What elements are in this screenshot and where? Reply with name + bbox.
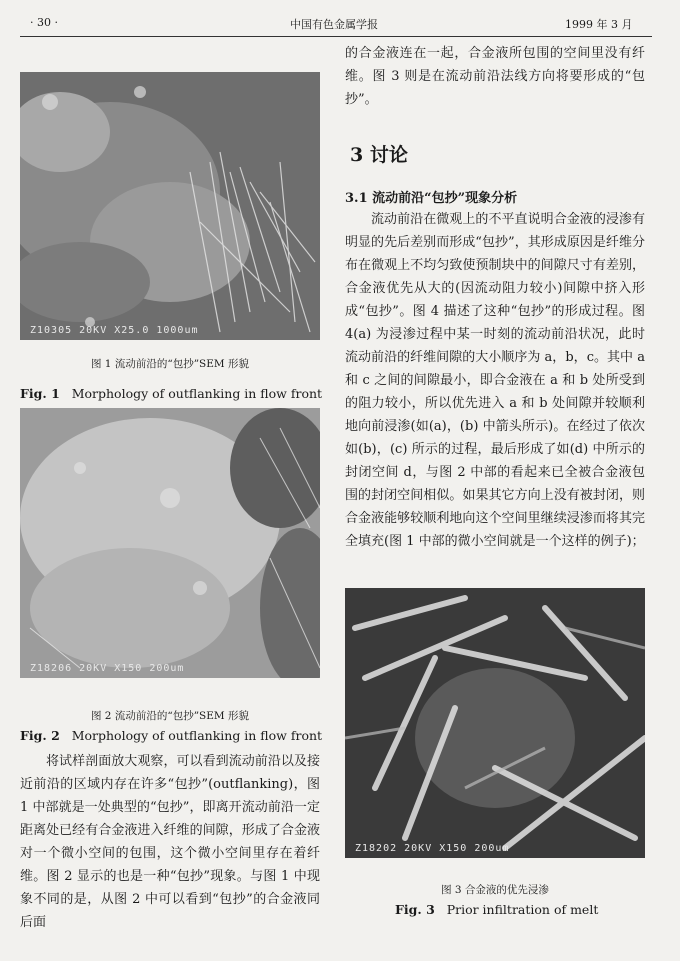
figure-1-caption-text: Morphology of outflanking in flow front: [71, 386, 323, 401]
figure-2-image: [20, 408, 320, 678]
header-rule: [20, 36, 652, 37]
figure-3-caption-text: Prior infiltration of melt: [446, 902, 599, 917]
figure-2-caption-en: [20, 728, 322, 743]
figure-3-label: Fig. 3: [395, 902, 435, 917]
right-body-paragraph: 流动前沿在微观上的不平直说明合金液的浸渗有明显的先后差别而形成“包抄”，其形成原因是纤维分布在微观上不均匀致使预制块中的间隙尺寸有差别，合金液优先从大的(因流动阻力较小)间隙中挤入形成“包抄”。图 4 描述了这种“包抄”的形成过程。图 4(a) 为浸渗过程中某一时刻的流动前沿状况，此时流动前沿的纤维间隙的大小顺序为 a，b，c。其中 a 和 c 之间的间隙最小，即合金液在 a 和 b 处所受到的阻力较小，所以优先进入 a 和 b 处间隙并较顺利地向前浸渗(如(a)，(b) 中箭头所示)。在经过了依次如(b)，(c) 所示的过程，最后形成了如(d) 中所示的封闭空间 d，与图 2 中部的看起来已全被合金液包围的封闭空间相似。如果其它方向上没有被封闭，则合金液能够较顺利地向这个空间里继续浸渗而将其完全填充(图 1 中部的微小空间就是一个这样的例子)；: [345, 212, 645, 549]
figure-1-image: [20, 72, 320, 340]
figure-2-scale-label: Z18206 20KV X150 200um: [30, 663, 185, 674]
issue-date: 1999 年 3 月: [565, 18, 633, 31]
left-paragraph: 将试样剖面放大观察，可以看到流动前沿以及接近前沿的区域内存在许多“包抄”(outflanking)，图 1 中部就是一处典型的“包抄”，即离开流动前沿一定距离处已经有合金液进入纤维的间隙，形成了合金液对一个微小空间的包围，这个微小空间里存在着纤维。图 2 显示的也是一种“包抄”现象。与图 1 中现象不同的是，从图 2 中可以看到“包抄”的合金液同后面: [20, 754, 320, 930]
figure-1-caption-cn: 图 1 流动前沿的“包抄”SEM 形貌: [90, 358, 250, 370]
right-column-top: [345, 42, 645, 111]
figure-1-label: Fig. 1: [20, 386, 60, 401]
figure-3-image: [345, 588, 645, 858]
figure-2-caption-cn: 图 2 流动前沿的“包抄”SEM 形貌: [90, 710, 250, 722]
figure-1-caption-en: [20, 386, 322, 401]
journal-name: 中国有色金属学报: [290, 18, 378, 31]
section-heading: 3 讨论: [350, 144, 408, 166]
page-number: · 30 ·: [30, 16, 58, 29]
figure-3-caption-cn: 图 3 合金液的优先浸渗: [441, 884, 549, 896]
figure-2-label: Fig. 2: [20, 728, 60, 743]
figure-2-caption-text: Morphology of outflanking in flow front: [71, 728, 323, 743]
right-top-paragraph: 的合金液连在一起，合金液所包围的空间里没有纤维。图 3 则是在流动前沿法线方向将要形成的“包抄”。: [345, 46, 645, 107]
right-column-body: [345, 208, 645, 553]
figure-3-scale-label: Z18202 20KV X150 200um: [355, 843, 510, 854]
subsection-heading: 3.1 流动前沿“包抄”现象分析: [345, 191, 518, 206]
figure-1-scale-label: Z10305 20KV X25.0 1000um: [30, 325, 199, 336]
left-column-text: [20, 750, 320, 934]
figure-3-caption-en: [395, 902, 598, 917]
